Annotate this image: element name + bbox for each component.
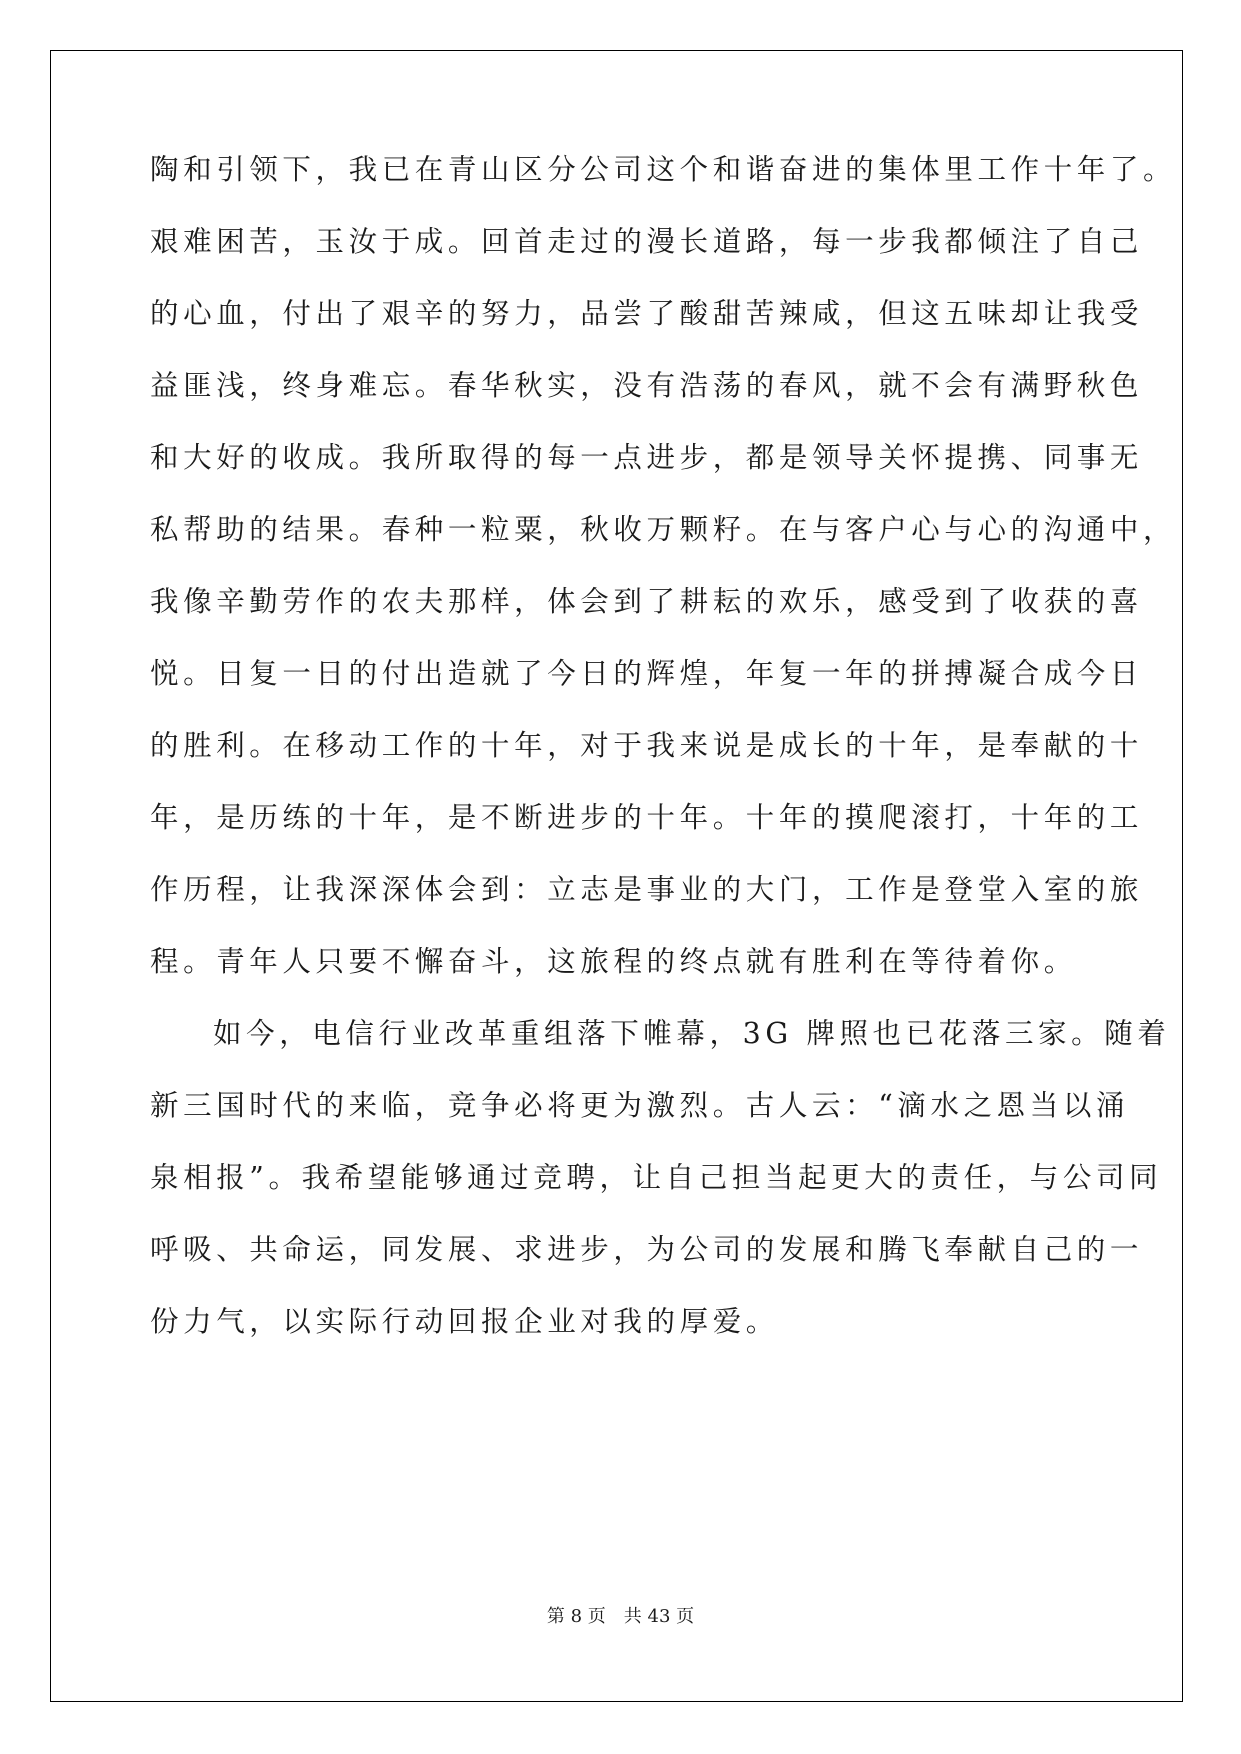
text-line: 私帮助的结果。春种一粒粟，秋收万颗籽。在与客户心与心的沟通中， [150, 513, 1177, 546]
text-line: 作历程，让我深深体会到：立志是事业的大门，工作是登堂入室的旅 [150, 873, 1144, 906]
paragraph-start-line: 如今，电信行业改革重组落下帷幕，3G 牌照也已花落三家。随着 [213, 1017, 1171, 1050]
text-line: 程。青年人只要不懈奋斗，这旅程的终点就有胜利在等待着你。 [150, 945, 1077, 978]
text-line: 呼吸、共命运，同发展、求进步，为公司的发展和腾飞奉献自己的一 [150, 1233, 1144, 1266]
text-line: 悦。日复一日的付出造就了今日的辉煌，年复一年的拼搏凝合成今日 [150, 657, 1144, 690]
text-line: 艰难困苦，玉汝于成。回首走过的漫长道路，每一步我都倾注了自己 [150, 225, 1144, 258]
text-line: 年，是历练的十年，是不断进步的十年。十年的摸爬滚打，十年的工 [150, 801, 1144, 834]
page-number-footer: 第 8 页 共 43 页 [546, 1606, 695, 1627]
text-line: 益匪浅，终身难忘。春华秋实，没有浩荡的春风，就不会有满野秋色 [150, 369, 1144, 402]
text-line: 和大好的收成。我所取得的每一点进步，都是领导关怀提携、同事无 [150, 441, 1144, 474]
text-line: 份力气，以实际行动回报企业对我的厚爱。 [150, 1305, 779, 1338]
text-line: 陶和引领下，我已在青山区分公司这个和谐奋进的集体里工作十年了。 [150, 153, 1177, 186]
text-line: 泉相报”。我希望能够通过竞聘，让自己担当起更大的责任，与公司同 [150, 1161, 1163, 1194]
text-line: 新三国时代的来临，竞争必将更为激烈。古人云：“滴水之恩当以涌 [150, 1089, 1130, 1122]
text-line: 的心血，付出了艰辛的努力，品尝了酸甜苦辣咸，但这五味却让我受 [150, 297, 1144, 330]
text-line: 我像辛勤劳作的农夫那样，体会到了耕耘的欢乐，感受到了收获的喜 [150, 585, 1144, 618]
text-line: 的胜利。在移动工作的十年，对于我来说是成长的十年，是奉献的十 [150, 729, 1144, 762]
